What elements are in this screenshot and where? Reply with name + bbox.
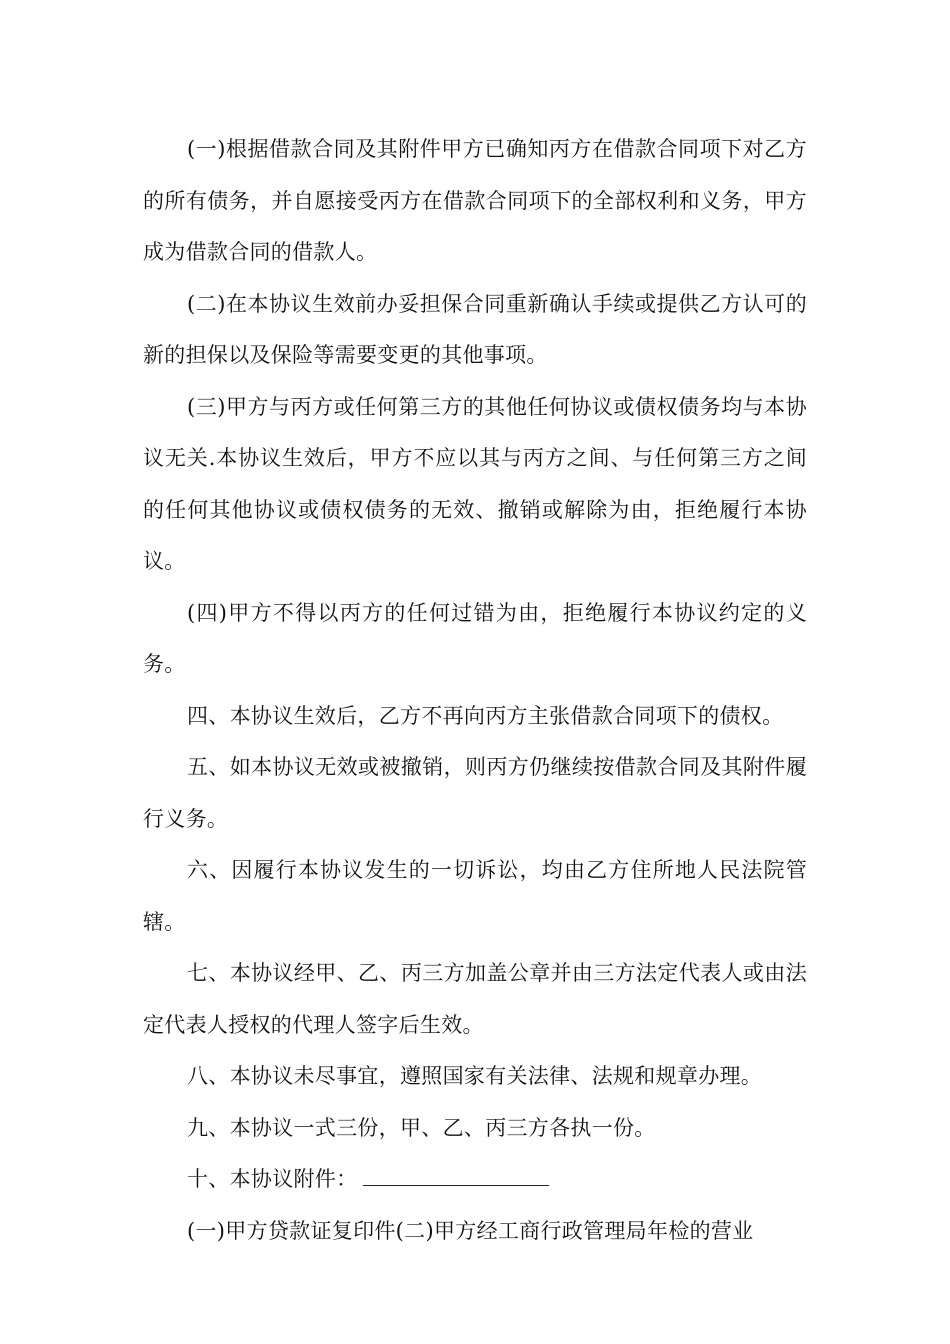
clause-paragraph: 六、因履行本协议发生的一切诉讼，均由乙方住所地人民法院管辖。 <box>143 858 807 934</box>
attachments-label: 十、本协议附件： <box>187 1167 358 1191</box>
attachments-list-paragraph: (一)甲方贷款证复印件(二)甲方经工商行政管理局年检的营业 <box>187 1218 754 1243</box>
fill-in-blank <box>363 1169 549 1186</box>
clause-paragraph: 九、本协议一式三份，甲、乙、丙三方各执一份。 <box>187 1115 656 1140</box>
clause-paragraph: (四)甲方不得以丙方的任何过错为由，拒绝履行本协议约定的义务。 <box>143 600 807 676</box>
clause-paragraph: (二)在本协议生效前办妥担保合同重新确认手续或提供乙方认可的新的担保以及保险等需要变更的其他事项。 <box>143 291 807 367</box>
clause-paragraph: 七、本协议经甲、乙、丙三方加盖公章并由三方法定代表人或由法定代表人授权的代理人签字后生效。 <box>143 961 807 1037</box>
attachments-paragraph <box>143 1154 807 1206</box>
clause-paragraph: (一)根据借款合同及其附件甲方已确知丙方在借款合同项下对乙方的所有债务，并自愿接受丙方在借款合同项下的全部权利和义务，甲方成为借款合同的借款人。 <box>143 137 807 264</box>
clause-paragraph: (三)甲方与丙方或任何第三方的其他任何协议或债权债务均与本协议无关.本协议生效后，甲方不应以其与丙方之间、与任何第三方之间的任何其他协议或债权债务的无效、撤销或解除为由，拒绝履行本协议。 <box>143 394 807 573</box>
clause-paragraph: 五、如本协议无效或被撤销，则丙方仍继续按借款合同及其附件履行义务。 <box>143 755 807 831</box>
clause-paragraph: 四、本协议生效后，乙方不再向丙方主张借款合同项下的债权。 <box>187 703 784 728</box>
document-body <box>143 124 807 1257</box>
clause-paragraph: 八、本协议未尽事宜，遵照国家有关法律、法规和规章办理。 <box>187 1064 763 1088</box>
